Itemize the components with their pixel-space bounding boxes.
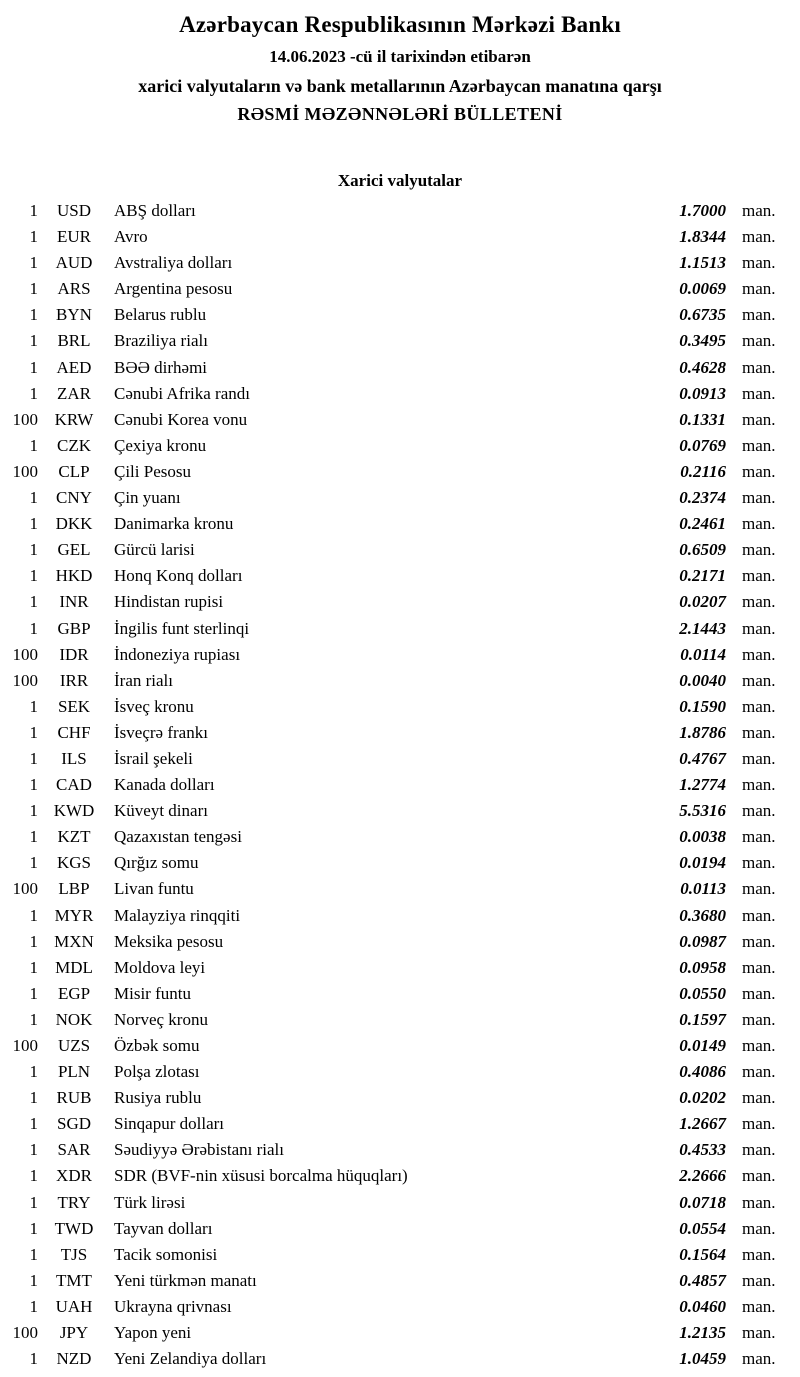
rate-cell: 0.6735 [679,305,726,325]
nominal-cell: 1 [29,1192,38,1212]
currency-code-cell: XDR [56,1166,92,1186]
rate-cell: 0.0194 [679,853,726,873]
table-row [0,1320,790,1346]
rate-cell: 1.8786 [679,722,726,742]
unit-cell: man. [742,1062,776,1082]
nominal-cell: 1 [29,905,38,925]
nominal-cell: 1 [29,514,38,534]
table-row [0,850,790,876]
currency-code-cell: CHF [57,722,91,742]
currency-name-cell: Meksika pesosu [114,931,224,951]
unit-cell: man. [742,409,776,429]
unit-cell: man. [742,931,776,951]
table-row [0,616,790,642]
table-row [0,1163,790,1189]
rate-cell: 0.6509 [679,540,726,560]
rate-cell: 0.0718 [679,1192,726,1212]
nominal-cell: 1 [29,983,38,1003]
table-row [0,485,790,511]
rate-cell: 0.0987 [679,931,726,951]
currency-code-cell: IDR [59,644,89,664]
rate-cell: 0.1590 [679,696,726,716]
unit-cell: man. [742,1270,776,1290]
currency-code-cell: MYR [54,905,94,925]
nominal-cell: 100 [12,1323,38,1343]
table-row [0,328,790,354]
rate-cell: 1.2135 [679,1323,726,1343]
currency-name-cell: Norveç kronu [114,1009,208,1029]
unit-cell: man. [742,801,776,821]
table-row [0,1242,790,1268]
rate-cell: 5.5316 [679,801,726,821]
nominal-cell: 1 [29,1140,38,1160]
table-row [0,1059,790,1085]
currency-code-cell: MDL [55,957,93,977]
currency-code-cell: KWD [53,801,95,821]
nominal-cell: 1 [29,722,38,742]
currency-name-cell: Avro [114,227,148,247]
currency-code-cell: DKK [55,514,93,534]
unit-cell: man. [742,670,776,690]
table-row [0,746,790,772]
currency-name-cell: Özbək somu [114,1036,200,1055]
bulletin-header [0,0,800,125]
currency-name-cell: Polşa zlotası [114,1062,200,1082]
currency-name-cell: Qırğız somu [114,853,199,873]
currency-name-cell: Belarus rublu [114,305,207,325]
table-row [0,407,790,433]
currency-name-cell: İran rialı [114,670,173,690]
nominal-cell: 1 [29,931,38,951]
section-title: Xarici valyutalar [337,171,463,190]
nominal-cell: 1 [29,696,38,716]
nominal-cell: 1 [29,227,38,247]
currency-name-cell: Argentina pesosu [114,279,233,299]
currency-code-cell: JPY [59,1323,89,1343]
table-row [0,1268,790,1294]
currency-code-cell: KZT [57,827,91,847]
rate-cell: 0.0958 [679,957,726,977]
currency-code-cell: PLN [57,1062,91,1082]
currency-code-cell: NOK [55,1009,93,1029]
nominal-cell: 1 [29,566,38,586]
nominal-cell: 1 [29,1218,38,1238]
rate-cell: 0.4857 [679,1270,726,1290]
unit-cell: man. [742,201,776,220]
table-row [0,537,790,563]
rate-cell: 0.2461 [679,514,726,534]
currency-code-cell: TJS [60,1244,88,1264]
table-row [0,876,790,902]
nominal-cell: 100 [12,1036,38,1055]
unit-cell: man. [742,1244,776,1264]
nominal-cell: 1 [29,1349,38,1369]
rate-cell: 0.1597 [679,1009,726,1029]
bulletin-title: RƏSMİ MƏZƏNNƏLƏRİ BÜLLETENİ [237,104,563,124]
unit-cell: man. [742,1218,776,1238]
nominal-cell: 1 [29,331,38,351]
currency-name-cell: Malayziya rinqqiti [114,905,241,925]
currency-name-cell: Moldova leyi [114,957,206,977]
unit-cell: man. [742,853,776,873]
table-row [0,433,790,459]
table-row [0,1137,790,1163]
table-row [0,929,790,955]
currency-code-cell: BYN [56,305,92,325]
nominal-cell: 1 [29,827,38,847]
unit-cell: man. [742,1349,776,1369]
table-row [0,720,790,746]
rate-cell: 0.0769 [679,435,726,455]
currency-name-cell: Sinqapur dolları [114,1114,225,1134]
nominal-cell: 1 [29,748,38,768]
rate-cell: 1.7000 [679,201,726,220]
currency-name-cell: Küveyt dinarı [114,801,208,821]
currency-name-cell: Yeni Zelandiya dolları [114,1349,267,1369]
currency-code-cell: TWD [54,1218,94,1238]
currency-code-cell: GEL [57,540,91,560]
unit-cell: man. [742,957,776,977]
rate-cell: 0.0550 [679,983,726,1003]
unit-cell: man. [742,827,776,847]
unit-cell: man. [742,357,776,377]
nominal-cell: 1 [29,279,38,299]
unit-cell: man. [742,305,776,325]
table-row [0,694,790,720]
unit-cell: man. [742,488,776,508]
table-row [0,955,790,981]
currency-code-cell: ILS [61,748,87,768]
table-row [0,276,790,302]
currency-name-cell: Livan funtu [114,879,194,899]
currency-name-cell: Çin yuanı [114,488,181,508]
table-row [0,1111,790,1137]
currency-name-cell: İsveçrə frankı [114,722,208,742]
currency-name-cell: Misir funtu [114,983,191,1003]
rate-cell: 0.0207 [679,592,726,612]
unit-cell: man. [742,1088,776,1108]
table-row [0,563,790,589]
rate-cell: 0.0202 [679,1088,726,1108]
unit-cell: man. [742,1036,776,1055]
unit-cell: man. [742,279,776,299]
currency-name-cell: ABŞ dolları [114,201,196,220]
currency-code-cell: CLP [58,461,90,481]
nominal-cell: 1 [29,853,38,873]
unit-cell: man. [742,253,776,273]
rate-cell: 0.2171 [679,566,726,586]
table-row [0,903,790,929]
currency-name-cell: Səudiyyə Ərəbistanı rialı [114,1140,284,1160]
currency-code-cell: INR [59,592,89,612]
rate-cell: 0.0113 [680,879,726,899]
currency-code-cell: KGS [56,853,91,873]
rate-cell: 0.2374 [679,488,726,508]
unit-cell: man. [742,1323,776,1343]
currency-code-cell: UZS [57,1036,91,1055]
table-row [0,224,790,250]
currency-code-cell: CAD [56,775,92,795]
rate-cell: 1.0459 [679,1349,726,1369]
unit-cell: man. [742,383,776,403]
table-row [0,1294,790,1320]
currency-code-cell: SAR [57,1140,91,1160]
rate-cell: 0.0554 [679,1218,726,1238]
table-row [0,798,790,824]
currency-name-cell: İsveç kronu [114,696,194,716]
rate-cell: 1.2667 [679,1114,726,1134]
table-row [0,1190,790,1216]
nominal-cell: 1 [29,540,38,560]
rate-cell: 0.4533 [679,1140,726,1160]
rate-cell: 0.0913 [679,383,726,403]
unit-cell: man. [742,879,776,899]
nominal-cell: 1 [29,957,38,977]
currency-code-cell: UAH [55,1296,93,1316]
currency-code-cell: IRR [59,670,89,690]
nominal-cell: 1 [29,383,38,403]
unit-cell: man. [742,618,776,638]
currency-code-cell: HKD [55,566,93,586]
unit-cell: man. [742,1192,776,1212]
currency-name-cell: Danimarka kronu [114,514,234,534]
unit-cell: man. [742,748,776,768]
unit-cell: man. [742,905,776,925]
table-row [0,981,790,1007]
currency-code-cell: EUR [57,227,91,247]
rate-cell: 0.0038 [679,827,726,847]
rate-cell: 0.0114 [680,644,726,664]
currency-name-cell: Avstraliya dolları [114,253,233,273]
nominal-cell: 1 [29,435,38,455]
rate-cell: 0.0460 [679,1296,726,1316]
currency-name-cell: Çexiya kronu [114,435,207,455]
currency-code-cell: AED [56,357,92,377]
unit-cell: man. [742,566,776,586]
table-row [0,381,790,407]
nominal-cell: 1 [29,1088,38,1108]
table-row [0,1346,790,1372]
currency-name-cell: Gürcü larisi [114,540,195,560]
bank-title: Azərbaycan Respublikasının Mərkəzi Bankı [179,12,621,37]
table-row [0,772,790,798]
currency-name-cell: BƏƏ dirhəmi [114,357,208,377]
nominal-cell: 1 [29,1296,38,1316]
nominal-cell: 1 [29,1062,38,1082]
nominal-cell: 1 [29,1244,38,1264]
nominal-cell: 1 [29,1009,38,1029]
currency-name-cell: Cənubi Afrika randı [114,383,250,403]
effective-date-line: 14.06.2023 -cü il tarixindən etibarən [269,47,531,66]
currency-code-cell: CNY [56,488,92,508]
rate-cell: 2.2666 [679,1166,726,1186]
nominal-cell: 1 [29,357,38,377]
currency-code-cell: NZD [56,1349,92,1369]
rate-cell: 0.2116 [680,461,726,481]
table-row [0,355,790,381]
nominal-cell: 100 [12,409,38,429]
unit-cell: man. [742,461,776,481]
currency-code-cell: ZAR [57,383,91,403]
table-row [0,250,790,276]
nominal-cell: 1 [29,801,38,821]
currency-code-cell: KRW [54,409,94,429]
currency-code-cell: EGP [57,983,91,1003]
currency-name-cell: Çili Pesosu [114,461,191,481]
table-row [0,1085,790,1111]
currency-name-cell: Yeni türkmən manatı [114,1270,257,1290]
nominal-cell: 1 [29,253,38,273]
rate-cell: 0.0069 [679,279,726,299]
table-row [0,642,790,668]
currency-name-cell: Kanada dolları [114,775,215,795]
rate-cell: 0.0040 [679,670,726,690]
unit-cell: man. [742,1009,776,1029]
currency-code-cell: SEK [57,696,91,716]
nominal-cell: 100 [12,461,38,481]
rate-cell: 0.3495 [679,331,726,351]
nominal-cell: 100 [12,670,38,690]
unit-cell: man. [742,435,776,455]
nominal-cell: 100 [12,879,38,899]
nominal-cell: 1 [29,305,38,325]
currency-name-cell: Honq Konq dolları [114,566,243,586]
nominal-cell: 100 [12,644,38,664]
description-line: xarici valyutaların və bank metallarının Azərbaycan manatına qarşı [138,76,662,96]
rate-cell: 0.4086 [679,1062,726,1082]
currency-name-cell: Yapon yeni [114,1323,192,1343]
currency-name-cell: Hindistan rupisi [114,592,224,612]
unit-cell: man. [742,1296,776,1316]
unit-cell: man. [742,722,776,742]
nominal-cell: 1 [29,1114,38,1134]
currency-name-cell: Qazaxıstan tengəsi [114,827,242,847]
nominal-cell: 1 [29,1270,38,1290]
rate-cell: 0.1564 [679,1244,726,1264]
nominal-cell: 1 [29,775,38,795]
table-row [0,198,790,224]
currency-name-cell: Ukrayna qrivnası [114,1296,232,1316]
nominal-cell: 1 [29,1166,38,1186]
unit-cell: man. [742,983,776,1003]
currency-name-cell: Braziliya rialı [114,331,208,351]
table-row [0,668,790,694]
rate-cell: 2.1443 [679,618,726,638]
unit-cell: man. [742,775,776,795]
table-row [0,1216,790,1242]
table-row [0,459,790,485]
currency-code-cell: MXN [54,931,94,951]
rates-table [0,198,800,1372]
table-row [0,1033,790,1059]
rate-cell: 1.8344 [679,227,726,247]
rate-cell: 0.3680 [679,905,726,925]
rate-cell: 0.4628 [679,357,726,377]
table-row [0,824,790,850]
table-row [0,589,790,615]
nominal-cell: 1 [29,201,38,220]
currency-name-cell: İngilis funt sterlinqi [114,618,250,638]
currency-code-cell: TMT [56,1270,92,1290]
currency-code-cell: LBP [58,879,90,899]
table-row [0,1007,790,1033]
currency-code-cell: USD [56,201,91,220]
rate-cell: 0.4767 [679,748,726,768]
currency-code-cell: TRY [57,1192,91,1212]
currency-name-cell: Tacik somonisi [114,1244,218,1264]
currency-name-cell: Cənubi Korea vonu [114,409,248,429]
unit-cell: man. [742,514,776,534]
unit-cell: man. [742,331,776,351]
currency-code-cell: CZK [57,435,91,455]
unit-cell: man. [742,1114,776,1134]
table-row [0,302,790,328]
unit-cell: man. [742,227,776,247]
unit-cell: man. [742,1140,776,1160]
currency-code-cell: AUD [55,253,93,273]
rate-cell: 0.0149 [679,1036,726,1055]
currency-name-cell: İsrail şekeli [114,748,193,768]
currency-code-cell: RUB [56,1088,92,1108]
rate-cell: 1.2774 [679,775,726,795]
unit-cell: man. [742,696,776,716]
currency-name-cell: SDR (BVF-nin xüsusi borcalma hüquqları) [114,1166,408,1186]
currency-name-cell: Rusiya rublu [114,1088,202,1108]
nominal-cell: 1 [29,618,38,638]
currency-name-cell: Tayvan dolları [114,1218,213,1238]
currency-code-cell: SGD [56,1114,91,1134]
currency-name-cell: Türk lirəsi [114,1192,186,1212]
unit-cell: man. [742,644,776,664]
currency-code-cell: BRL [57,331,91,351]
nominal-cell: 1 [29,488,38,508]
currency-code-cell: ARS [57,279,91,299]
rate-cell: 0.1331 [679,409,726,429]
currency-code-cell: GBP [57,618,91,638]
unit-cell: man. [742,1166,776,1186]
nominal-cell: 1 [29,592,38,612]
rate-cell: 1.1513 [679,253,726,273]
unit-cell: man. [742,540,776,560]
table-row [0,511,790,537]
currency-name-cell: İndoneziya rupiası [114,644,241,664]
unit-cell: man. [742,592,776,612]
